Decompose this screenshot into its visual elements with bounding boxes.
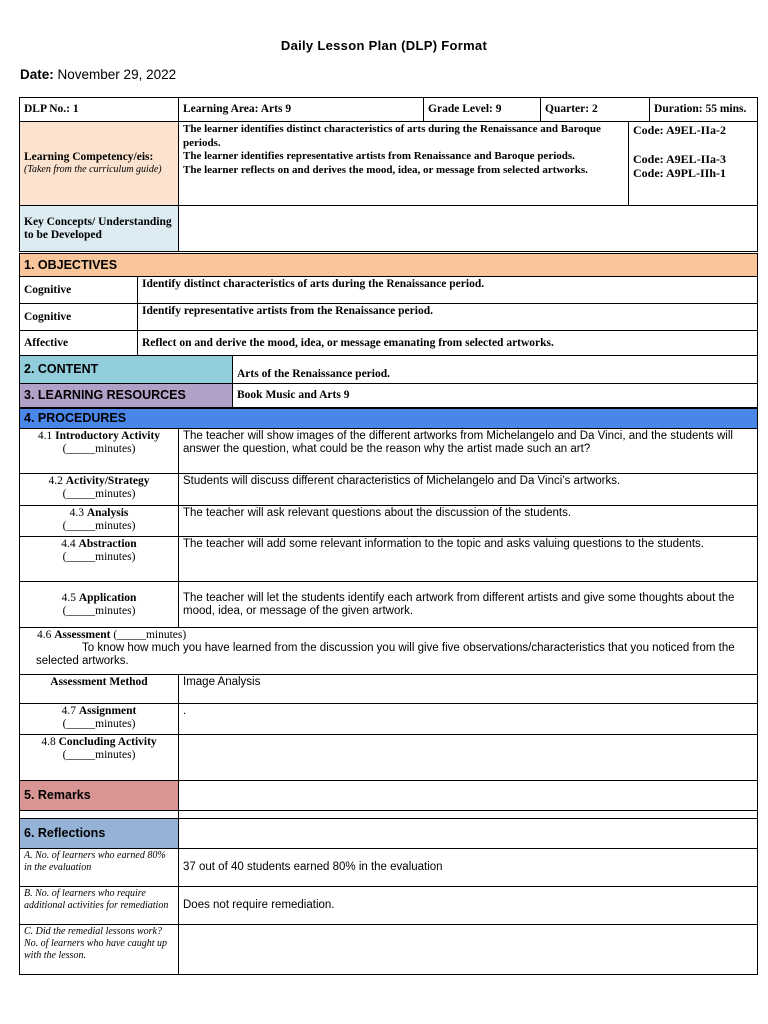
assessment-name: Assessment (54, 629, 111, 641)
procedure-name: Activity/Strategy (65, 475, 150, 487)
procedure-number: 4.5 (61, 591, 76, 604)
procedure-minutes: (_____minutes) (62, 604, 136, 617)
competency-item: The learner reflects on and derives the mood, idea, or message from selected artworks. (183, 163, 588, 176)
assessment-cell (20, 628, 758, 675)
header-table (19, 97, 758, 252)
competency-note-wrap: (Taken from the curriculum guide) (24, 164, 162, 175)
assignment-minutes: (_____minutes) (62, 718, 136, 730)
objective-text: Identify representative artists from the Renaissance period. (138, 304, 758, 331)
procedure-minutes: (_____minutes) (62, 520, 136, 532)
procedure-text: The teacher will ask relevant questions about the discussion of the students. (179, 506, 758, 537)
procedure-number: 4.3 (69, 507, 84, 519)
date-label: Date: (20, 67, 54, 82)
grade-level: Grade Level: 9 (424, 98, 541, 122)
objective-label: Affective (20, 331, 138, 356)
procedure-text: The teacher will show images of the different artworks from Michelangelo and Da Vinci, and the students will answer the question, what could be the reason why the artist made such an art? (179, 429, 758, 474)
procedure-label-cell (20, 537, 179, 582)
competency-code: Code: A9PL-IIh-1 (633, 166, 727, 180)
reflection-label: A. No. of learners who earned 80% in the evaluation (20, 849, 179, 887)
concluding-text (179, 735, 758, 781)
document-title: Daily Lesson Plan (DLP) Format (280, 38, 488, 53)
competency-code: Code: A9EL-IIa-3 (633, 151, 727, 166)
remarks-heading: 5. Remarks (20, 781, 179, 811)
procedure-minutes: (_____minutes) (62, 551, 136, 563)
reflection-label: C. Did the remedial lessons work? No. of learners who have caught up with the lesson. (20, 925, 179, 975)
procedure-name: Application (78, 591, 137, 604)
concluding-name: Concluding Activity (58, 736, 157, 748)
procedure-text: The teacher will add some relevant information to the topic and asks valuing questions to the students. (179, 537, 758, 582)
procedure-text: Students will discuss different characteristics of Michelangelo and Da Vinci’s artworks. (179, 474, 758, 506)
date-line (20, 67, 176, 82)
procedure-number: 4.1 (37, 430, 53, 442)
objective-text: Identify distinct characteristics of arts during the Renaissance period. (138, 277, 758, 304)
competency-item: The learner identifies representative artists from Renaissance and Baroque periods. (183, 150, 575, 162)
assessment-method-value: Image Analysis (179, 675, 758, 704)
procedure-name: Analysis (86, 507, 129, 519)
competency-items (179, 122, 629, 206)
procedure-name: Introductory Activity (55, 430, 161, 442)
concluding-number: 4.8 (41, 736, 56, 748)
procedure-minutes: (_____minutes) (62, 443, 136, 455)
remarks-value (179, 781, 758, 811)
objective-label: Cognitive (20, 304, 138, 331)
assessment-method-label: Assessment Method (20, 675, 179, 704)
competency-label-cell (20, 122, 179, 206)
reflection-text (179, 925, 758, 975)
reflection-label: B. No. of learners who require additional activities for remediation (20, 887, 179, 925)
assignment-name: Assignment (78, 705, 137, 717)
resources-value: Book Music and Arts 9 (233, 384, 758, 408)
content-value: Arts of the Renaissance period. (233, 356, 758, 384)
procedure-label-cell (20, 429, 179, 474)
procedure-label-cell (20, 474, 179, 506)
dlp-number: DLP No.: 1 (20, 98, 179, 122)
objective-text: Reflect on and derive the mood, idea, or message emanating from selected artworks. (138, 331, 758, 356)
key-concepts-label: Key Concepts/ Understanding to be Developed (20, 206, 179, 252)
procedure-minutes: (_____minutes) (62, 488, 136, 500)
assignment-text: . (179, 704, 758, 735)
objective-label: Cognitive (20, 277, 138, 304)
assignment-label-cell (20, 704, 179, 735)
concluding-minutes: (_____minutes) (62, 749, 136, 761)
reflection-text: Does not require remediation. (179, 887, 758, 925)
content-heading: 2. CONTENT (20, 356, 233, 384)
assessment-heading (24, 629, 753, 642)
procedure-number: 4.4 (61, 538, 76, 550)
spacer-cell (179, 811, 758, 819)
objectives-heading: 1. OBJECTIVES (20, 254, 758, 277)
procedure-label-cell (20, 582, 179, 628)
competency-item: The learner identifies distinct characteristics of arts during the Renaissance and Baroque periods. (183, 123, 601, 149)
reflection-text: 37 out of 40 students earned 80% in the evaluation (179, 849, 758, 887)
assignment-number: 4.7 (61, 705, 76, 717)
assessment-text: To know how much you have learned from the discussion you will give five observations/characteristics that you noticed from the selected artworks. (36, 642, 735, 667)
procedures-table (19, 408, 758, 975)
spacer-cell (20, 811, 179, 819)
objectives-table (19, 253, 758, 408)
date-value: November 29, 2022 (57, 67, 177, 82)
assessment-number: 4.6 (37, 629, 52, 641)
duration: Duration: 55 mins. (650, 98, 758, 122)
reflections-value (179, 819, 758, 849)
procedure-text: The teacher will let the students identify each artwork from different artists and give some thoughts about the mood, idea, or message of the given artwork. (179, 582, 758, 628)
resources-heading: 3. LEARNING RESOURCES (20, 384, 233, 408)
procedures-heading: 4. PROCEDURES (20, 409, 758, 429)
competency-code: Code: A9EL-IIa-2 (633, 123, 727, 137)
concluding-label-cell (20, 735, 179, 781)
key-concepts-value (179, 206, 758, 252)
quarter: Quarter: 2 (541, 98, 650, 122)
procedure-number: 4.2 (48, 475, 63, 487)
competency-note: Taken from the curriculum guide (27, 164, 159, 175)
assessment-minutes: (_____minutes) (113, 629, 187, 641)
learning-area: Learning Area: Arts 9 (179, 98, 424, 122)
procedure-name: Abstraction (78, 538, 137, 550)
reflections-heading: 6. Reflections (20, 819, 179, 849)
competency-label: Learning Competency/eis: (24, 151, 154, 163)
procedure-label-cell (20, 506, 179, 537)
competency-codes (629, 122, 758, 206)
